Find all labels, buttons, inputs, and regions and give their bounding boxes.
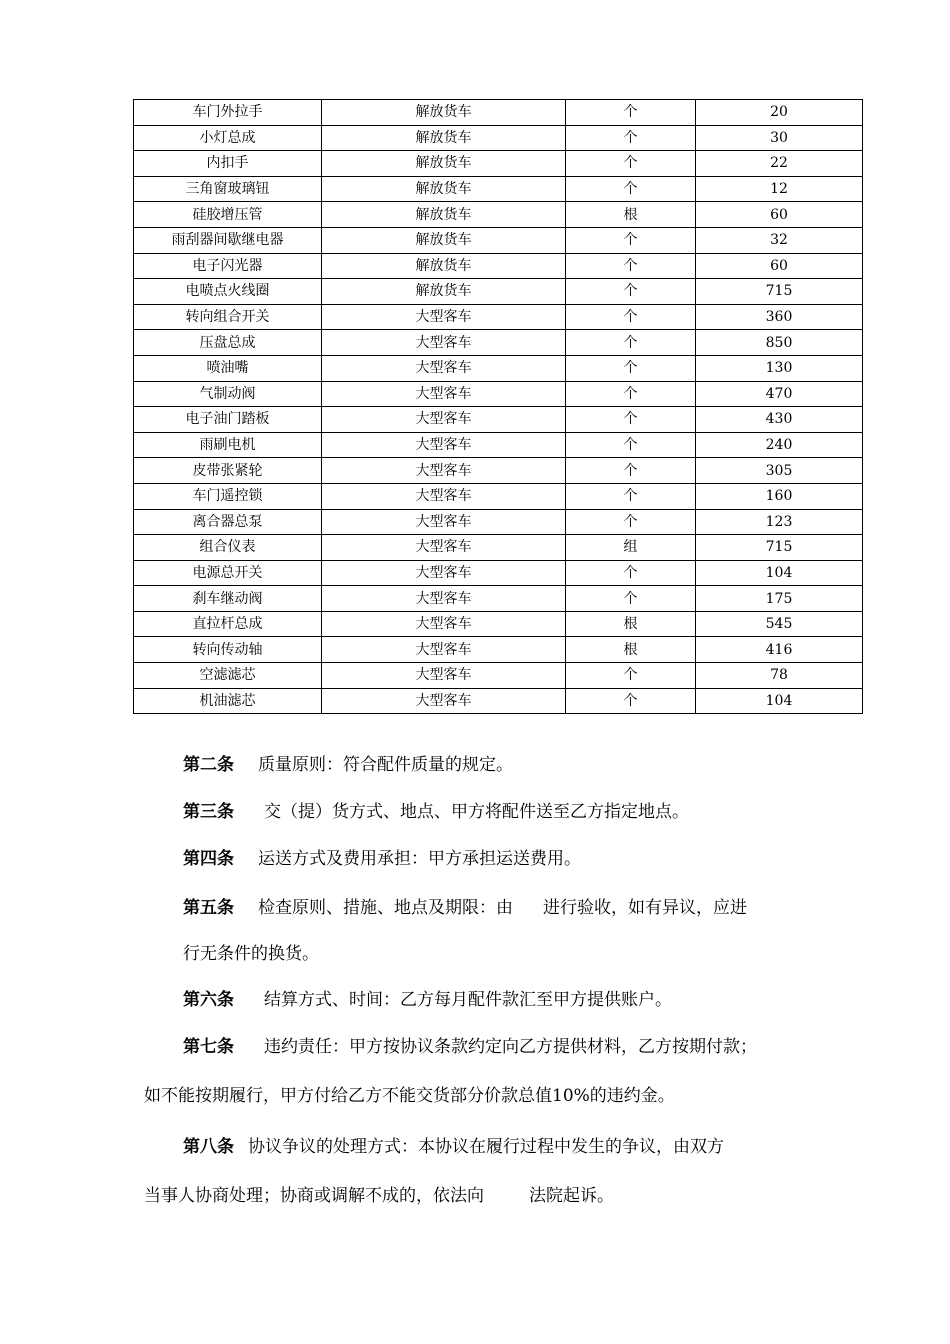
table-row	[134, 355, 863, 381]
table-row	[134, 279, 863, 305]
price-cell: 60	[696, 202, 863, 228]
price-cell: 78	[696, 663, 863, 689]
table-row	[134, 611, 863, 637]
unit-cell: 个	[566, 483, 696, 509]
vehicle-type-cell: 大型客车	[322, 381, 566, 407]
table-row	[134, 637, 863, 663]
vehicle-type-cell: 大型客车	[322, 560, 566, 586]
vehicle-type-cell: 大型客车	[322, 432, 566, 458]
price-cell: 416	[696, 637, 863, 663]
table-row	[134, 407, 863, 433]
part-name-cell: 刹车继动阀	[134, 586, 322, 612]
table-row	[134, 663, 863, 689]
part-name-cell: 电子油门踏板	[134, 407, 322, 433]
clause-7-label: 第七条	[183, 1037, 234, 1057]
unit-cell: 组	[566, 535, 696, 561]
unit-cell: 个	[566, 663, 696, 689]
part-name-cell: 雨刷电机	[134, 432, 322, 458]
vehicle-type-cell: 解放货车	[322, 253, 566, 279]
part-name-cell: 喷油嘴	[134, 355, 322, 381]
unit-cell: 根	[566, 611, 696, 637]
part-name-cell: 转向组合开关	[134, 304, 322, 330]
clause-4-label: 第四条	[183, 849, 234, 869]
vehicle-type-cell: 大型客车	[322, 637, 566, 663]
clause-8-text: 协议争议的处理方式：本协议在履行过程中发生的争议，由双方	[248, 1137, 724, 1157]
price-cell: 22	[696, 151, 863, 177]
price-cell: 130	[696, 355, 863, 381]
clause-7-text: 违约责任：甲方按协议条款约定向乙方提供材料，乙方按期付款；	[264, 1037, 757, 1057]
table-row	[134, 432, 863, 458]
price-cell: 715	[696, 279, 863, 305]
price-cell: 32	[696, 227, 863, 253]
vehicle-type-cell: 大型客车	[322, 663, 566, 689]
table-row	[134, 483, 863, 509]
clause-5-continuation	[183, 946, 319, 963]
price-cell: 360	[696, 304, 863, 330]
part-name-cell: 转向传动轴	[134, 637, 322, 663]
part-name-cell: 车门遥控锁	[134, 483, 322, 509]
clause-7-continuation	[144, 1088, 675, 1105]
table-row	[134, 151, 863, 177]
table-row	[134, 330, 863, 356]
vehicle-type-cell: 大型客车	[322, 586, 566, 612]
vehicle-type-cell: 解放货车	[322, 176, 566, 202]
table-row	[134, 176, 863, 202]
unit-cell: 个	[566, 151, 696, 177]
vehicle-type-cell: 大型客车	[322, 509, 566, 535]
unit-cell: 个	[566, 227, 696, 253]
price-cell: 430	[696, 407, 863, 433]
vehicle-type-cell: 解放货车	[322, 202, 566, 228]
clause-4-text: 运送方式及费用承担：甲方承担运送费用。	[258, 849, 581, 869]
unit-cell: 个	[566, 586, 696, 612]
clause-6-label: 第六条	[183, 990, 234, 1010]
price-cell: 104	[696, 560, 863, 586]
price-cell: 12	[696, 176, 863, 202]
vehicle-type-cell: 大型客车	[322, 355, 566, 381]
part-name-cell: 电子闪光器	[134, 253, 322, 279]
part-name-cell: 内扣手	[134, 151, 322, 177]
clause-8-text-cont-a: 当事人协商处理；协商或调解不成的，依法向	[144, 1186, 484, 1206]
table-row	[134, 381, 863, 407]
clause-2-text: 质量原则：符合配件质量的规定。	[258, 755, 513, 775]
clause-8	[183, 1139, 724, 1156]
part-name-cell: 组合仪表	[134, 535, 322, 561]
part-name-cell: 离合器总泵	[134, 509, 322, 535]
unit-cell: 个	[566, 355, 696, 381]
price-cell: 240	[696, 432, 863, 458]
part-name-cell: 车门外拉手	[134, 100, 322, 126]
vehicle-type-cell: 解放货车	[322, 125, 566, 151]
price-cell: 305	[696, 458, 863, 484]
part-name-cell: 雨刮器间歇继电器	[134, 227, 322, 253]
vehicle-type-cell: 大型客车	[322, 611, 566, 637]
price-cell: 104	[696, 688, 863, 714]
vehicle-type-cell: 大型客车	[322, 535, 566, 561]
table-row	[134, 100, 863, 126]
unit-cell: 个	[566, 458, 696, 484]
table-row	[134, 586, 863, 612]
part-name-cell: 皮带张紧轮	[134, 458, 322, 484]
vehicle-type-cell: 大型客车	[322, 407, 566, 433]
unit-cell: 根	[566, 202, 696, 228]
clause-5-text-c: 行无条件的换货。	[183, 944, 319, 964]
price-cell: 160	[696, 483, 863, 509]
clause-5	[183, 900, 747, 917]
price-cell: 715	[696, 535, 863, 561]
vehicle-type-cell: 解放货车	[322, 100, 566, 126]
vehicle-type-cell: 解放货车	[322, 227, 566, 253]
part-name-cell: 硅胶增压管	[134, 202, 322, 228]
unit-cell: 个	[566, 253, 696, 279]
unit-cell: 个	[566, 100, 696, 126]
unit-cell: 个	[566, 432, 696, 458]
part-name-cell: 气制动阀	[134, 381, 322, 407]
unit-cell: 个	[566, 176, 696, 202]
table-row	[134, 535, 863, 561]
part-name-cell: 空滤滤芯	[134, 663, 322, 689]
clause-6	[183, 992, 672, 1009]
clause-8-continuation	[144, 1188, 614, 1205]
vehicle-type-cell: 大型客车	[322, 483, 566, 509]
vehicle-type-cell: 解放货车	[322, 151, 566, 177]
unit-cell: 个	[566, 407, 696, 433]
unit-cell: 根	[566, 637, 696, 663]
vehicle-type-cell: 大型客车	[322, 304, 566, 330]
table-row	[134, 458, 863, 484]
table-row	[134, 253, 863, 279]
vehicle-type-cell: 解放货车	[322, 279, 566, 305]
clause-6-text: 结算方式、时间：乙方每月配件款汇至甲方提供账户。	[264, 990, 672, 1010]
clause-5-text-b: 进行验收，如有异议，应进	[543, 898, 747, 918]
clause-8-label: 第八条	[183, 1137, 234, 1157]
part-name-cell: 直拉杆总成	[134, 611, 322, 637]
clause-3	[183, 804, 689, 821]
part-name-cell: 小灯总成	[134, 125, 322, 151]
parts-table	[133, 99, 863, 714]
vehicle-type-cell: 大型客车	[322, 330, 566, 356]
clause-3-text: 交（提）货方式、地点、甲方将配件送至乙方指定地点。	[264, 802, 689, 822]
part-name-cell: 三角窗玻璃钮	[134, 176, 322, 202]
clause-7	[183, 1039, 757, 1056]
clause-4	[183, 851, 581, 868]
unit-cell: 个	[566, 279, 696, 305]
table-row	[134, 560, 863, 586]
part-name-cell: 电喷点火线圈	[134, 279, 322, 305]
clause-2	[183, 757, 513, 774]
parts-table-body	[134, 100, 863, 714]
part-name-cell: 压盘总成	[134, 330, 322, 356]
table-row	[134, 509, 863, 535]
clause-7-text-cont: 如不能按期履行，甲方付给乙方不能交货部分价款总值10%的违约金。	[144, 1086, 675, 1106]
price-cell: 850	[696, 330, 863, 356]
table-row	[134, 227, 863, 253]
unit-cell: 个	[566, 304, 696, 330]
table-row	[134, 202, 863, 228]
clause-5-text-a: 检查原则、措施、地点及期限：由	[258, 898, 513, 918]
table-row	[134, 688, 863, 714]
table-row	[134, 125, 863, 151]
table-row	[134, 304, 863, 330]
price-cell: 20	[696, 100, 863, 126]
unit-cell: 个	[566, 688, 696, 714]
price-cell: 30	[696, 125, 863, 151]
clause-3-label: 第三条	[183, 802, 234, 822]
price-cell: 60	[696, 253, 863, 279]
clause-5-label: 第五条	[183, 898, 234, 918]
unit-cell: 个	[566, 125, 696, 151]
part-name-cell: 电源总开关	[134, 560, 322, 586]
vehicle-type-cell: 大型客车	[322, 688, 566, 714]
unit-cell: 个	[566, 509, 696, 535]
clause-2-label: 第二条	[183, 755, 234, 775]
price-cell: 470	[696, 381, 863, 407]
part-name-cell: 机油滤芯	[134, 688, 322, 714]
unit-cell: 个	[566, 330, 696, 356]
price-cell: 123	[696, 509, 863, 535]
price-cell: 545	[696, 611, 863, 637]
vehicle-type-cell: 大型客车	[322, 458, 566, 484]
unit-cell: 个	[566, 381, 696, 407]
unit-cell: 个	[566, 560, 696, 586]
clause-8-text-cont-b: 法院起诉。	[529, 1186, 614, 1206]
price-cell: 175	[696, 586, 863, 612]
